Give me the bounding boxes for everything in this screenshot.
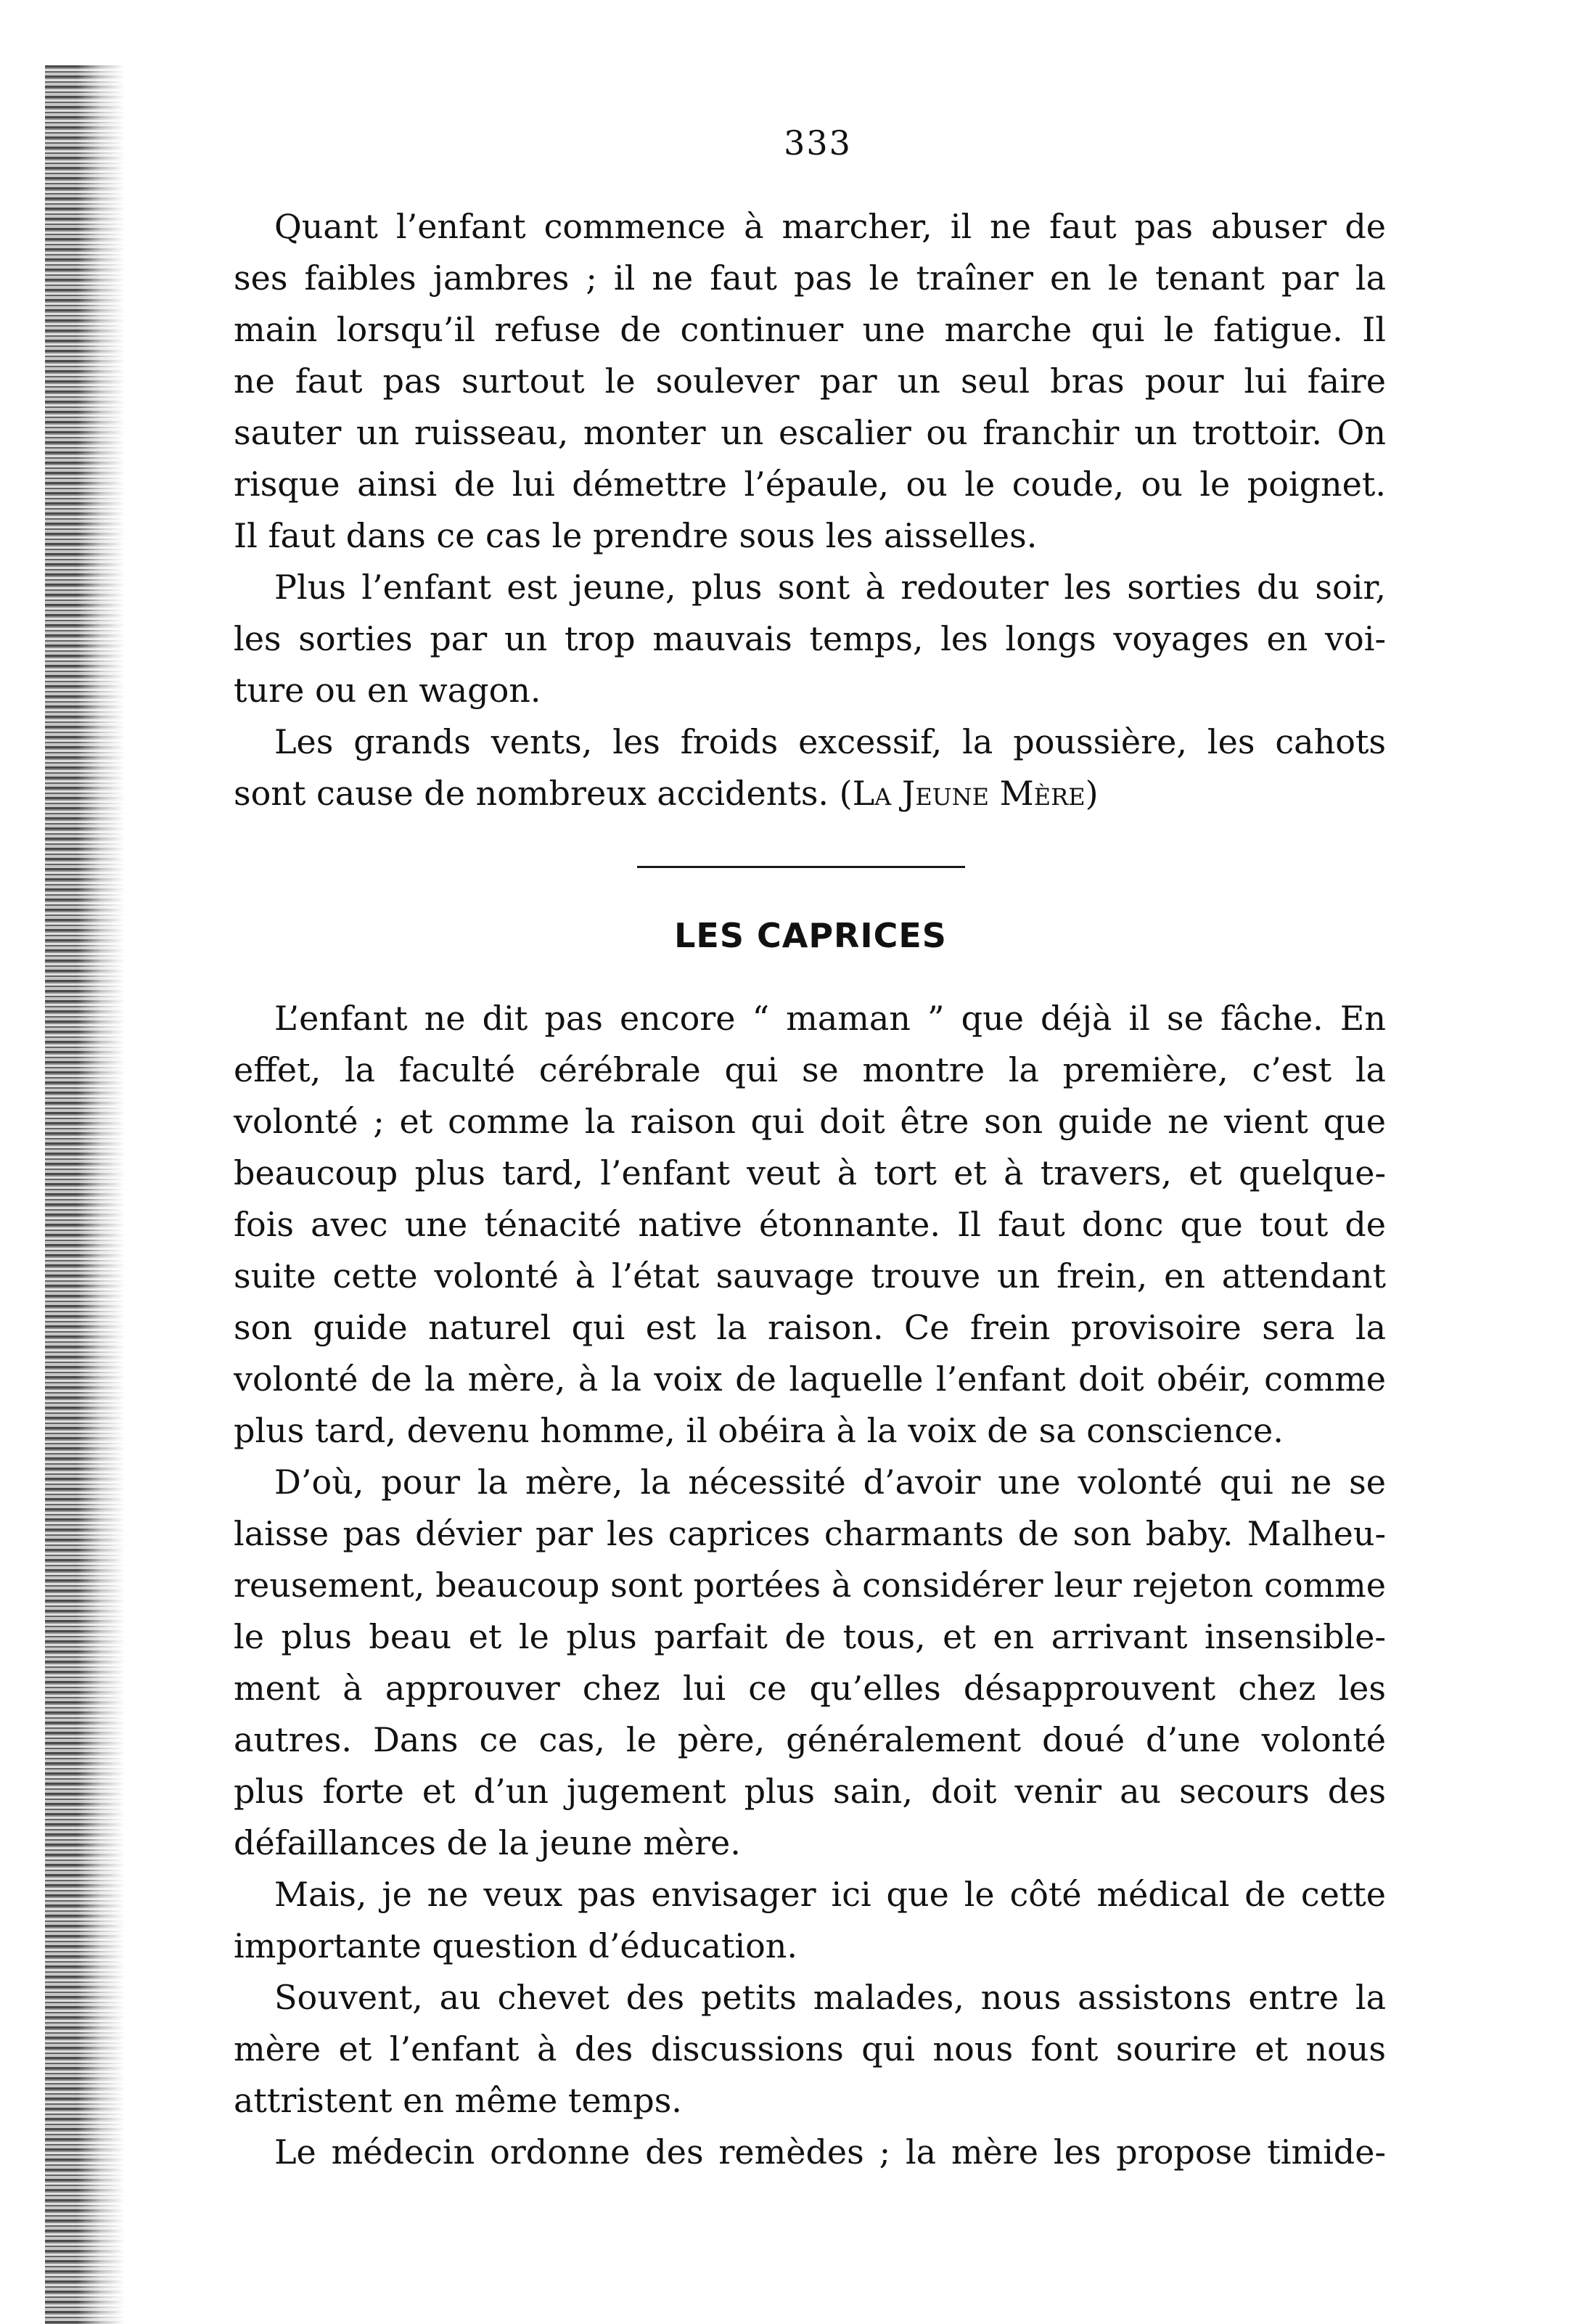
- text-line: plus tard, devenu homme, il obéira à la voix de sa conscience.: [234, 1411, 1284, 1450]
- section-caprices-text: [234, 993, 1386, 2178]
- text-line: mère et l’enfant à des discussions qui nous font sourire et nous: [234, 2029, 1386, 2069]
- text-line: ses faibles jambres ; il ne faut pas le traîner en le tenant par la: [234, 258, 1386, 298]
- text-line: fois avec une ténacité native étonnante. Il faut donc que tout de: [234, 1205, 1386, 1244]
- text-line: ment à approuver chez lui ce qu’elles désapprouvent chez les: [234, 1669, 1386, 1708]
- text-line: les sorties par un trop mauvais temps, les longs voyages en voi-: [234, 619, 1386, 658]
- text-line: suite cette volonté à l’état sauvage trouve un frein, en attendant: [234, 1256, 1386, 1296]
- text-line: Souvent, au chevet des petits malades, nous assistons entre la: [274, 1978, 1386, 2017]
- page-number: 333: [784, 123, 852, 163]
- text-line: Quant l’enfant commence à marcher, il ne faut pas abuser de: [274, 207, 1386, 246]
- text-line: le plus beau et le plus parfait de tous, et en arrivant insensible-: [234, 1617, 1386, 1656]
- text-line: ture ou en wagon.: [234, 671, 541, 710]
- text-line: risque ainsi de lui démettre l’épaule, ou le coude, ou le poignet.: [234, 465, 1386, 504]
- text-line: Il faut dans ce cas le prendre sous les aisselles.: [234, 516, 1038, 555]
- text-line: volonté ; et comme la raison qui doit être son guide ne vient que: [234, 1102, 1386, 1141]
- text-line-end: ): [1085, 774, 1099, 813]
- section-heading: LES CAPRICES: [674, 916, 947, 955]
- text-line: effet, la faculté cérébrale qui se montre la première, c’est la: [234, 1050, 1386, 1089]
- text-line-start: sont cause de nombreux accidents. (: [234, 774, 853, 813]
- text-line: son guide naturel qui est la raison. Ce frein provisoire sera la: [234, 1308, 1386, 1347]
- text-line: défaillances de la jeune mère.: [234, 1823, 741, 1862]
- text-line: volonté de la mère, à la voix de laquelle l’enfant doit obéir, comme: [234, 1359, 1386, 1399]
- text-line-with-source: [234, 768, 1386, 819]
- text-line: plus forte et d’un jugement plus sain, doit venir au secours des: [234, 1772, 1386, 1811]
- text-line: Le médecin ordonne des remèdes ; la mère les propose timide-: [274, 2132, 1386, 2172]
- book-binding-edge: [45, 65, 125, 2324]
- source-citation: La Jeune Mère: [852, 774, 1086, 813]
- section-walking-text: [234, 201, 1386, 819]
- text-line: importante question d’éducation.: [234, 1926, 798, 1965]
- text-line: ne faut pas surtout le soulever par un seul bras pour lui faire: [234, 361, 1386, 401]
- text-line: autres. Dans ce cas, le père, généralement doué d’une volonté: [234, 1720, 1386, 1759]
- text-line: attristent en même temps.: [234, 2081, 682, 2120]
- text-line: main lorsqu’il refuse de continuer une marche qui le fatigue. Il: [234, 310, 1386, 349]
- text-line: beaucoup plus tard, l’enfant veut à tort et à travers, et quelque-: [234, 1153, 1386, 1192]
- text-line: Les grands vents, les froids excessif, la poussière, les cahots: [274, 722, 1386, 761]
- text-line: D’où, pour la mère, la nécessité d’avoir une volonté qui ne se: [274, 1462, 1386, 1502]
- text-line: sauter un ruisseau, monter un escalier ou franchir un trottoir. On: [234, 413, 1386, 452]
- text-line: L’enfant ne dit pas encore “ maman ” que déjà il se fâche. En: [274, 999, 1386, 1038]
- text-line: Plus l’enfant est jeune, plus sont à redouter les sorties du soir,: [274, 568, 1386, 607]
- section-divider: [637, 866, 965, 868]
- text-line: reusement, beaucoup sont portées à considérer leur rejeton comme: [234, 1566, 1386, 1605]
- text-line: Mais, je ne veux pas envisager ici que le côté médical de cette: [274, 1875, 1386, 1914]
- text-line: laisse pas dévier par les caprices charmants de son baby. Malheu-: [234, 1514, 1386, 1553]
